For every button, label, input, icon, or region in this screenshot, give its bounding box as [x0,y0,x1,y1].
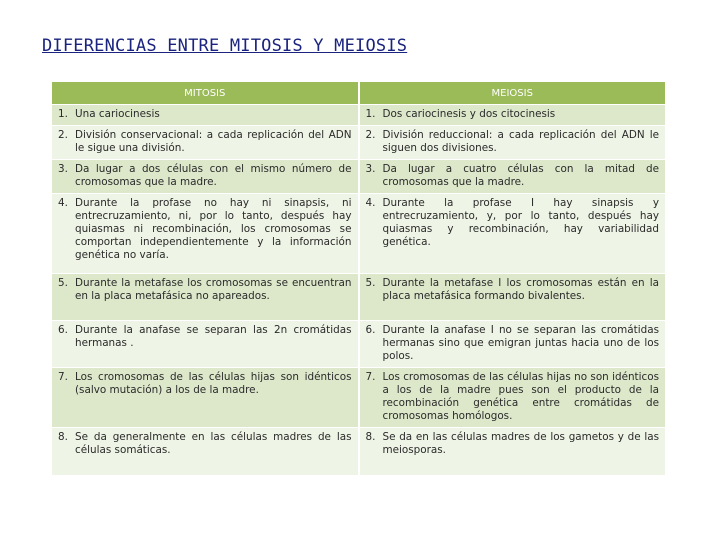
mitosis-cell [52,194,359,274]
table-row [52,368,665,428]
header-mitosis: MITOSIS [52,82,359,105]
list-item [366,163,660,189]
item-number: 7. [365,371,376,383]
item-number: 7. [58,371,68,383]
mitosis-cell [52,126,359,160]
item-text: Durante la metafase I los cromosomas están en la placa metafásica formando bivalentes. [382,277,659,302]
item-text: Se da en las células madres de los gametos y de las meiosporas. [382,431,659,456]
item-text: Durante la profase no hay ni sinapsis, ni entrecruzamiento, ni, por lo tanto, después hay quiasmas ni recombinación, los cromosomas se comportan independientemente y la información genética no varía. [75,197,352,261]
item-text: Los cromosomas de las células hijas no son idénticos a los de la madre pues son el producto de la recombinación genética entre cromátidas de cromosomas homólogos. [382,371,659,422]
item-text: Durante la anafase I no se separan las cromátidas hermanas sino que emigran juntas hacia uno de los polos. [382,324,659,362]
mitosis-cell [52,321,359,368]
item-number: 5. [365,277,376,289]
item-number: 6. [58,324,68,336]
mitosis-cell [52,274,359,321]
table-body [52,105,665,475]
item-text: Da lugar a cuatro células con la mitad de cromosomas que la madre. [382,163,659,188]
item-text: Durante la metafase los cromosomas se encuentran en la placa metafásica no apareados. [75,277,352,302]
item-number: 3. [58,163,68,175]
item-number: 3. [365,163,376,175]
page-title: DIFERENCIAS ENTRE MITOSIS Y MEIOSIS [42,36,408,56]
item-text: Da lugar a dos células con el mismo número de cromosomas que la madre. [75,163,352,188]
list-item [366,324,660,363]
item-number: 4. [58,197,68,209]
item-number: 2. [58,129,68,141]
list-item [366,197,660,249]
comparison-table [52,82,665,475]
list-item [58,163,352,189]
meiosis-cell [359,160,666,194]
header-meiosis: MEIOSIS [359,82,666,105]
list-item [366,431,660,457]
mitosis-cell [52,368,359,428]
meiosis-cell [359,105,666,126]
item-text: División reduccional: a cada replicación del ADN le siguen dos divisiones. [382,129,659,154]
table-row [52,126,665,160]
list-item [58,277,352,303]
mitosis-cell [52,105,359,126]
table-row [52,105,665,126]
list-item [58,324,352,350]
list-item [366,277,660,303]
meiosis-cell [359,428,666,475]
meiosis-cell [359,194,666,274]
list-item [58,108,352,121]
item-number: 8. [365,431,376,443]
item-text: Los cromosomas de las células hijas son idénticos (salvo mutación) a los de la madre. [75,371,352,396]
item-text: Durante la profase I hay sinapsis y entrecruzamiento, y, por lo tanto, después hay quiasmas y recombinación, hay variabilidad genética. [382,197,659,248]
item-number: 4. [365,197,376,209]
table-header-row [52,82,665,105]
item-text: Dos cariocinesis y dos citocinesis [382,108,556,120]
table-row [52,428,665,475]
item-text: División conservacional: a cada replicación del ADN le sigue una división. [75,129,352,154]
table-row [52,321,665,368]
mitosis-cell [52,428,359,475]
list-item [366,108,660,121]
item-number: 1. [58,108,68,120]
item-number: 5. [58,277,68,289]
item-text: Durante la anafase se separan las 2n cromátidas hermanas . [75,324,352,349]
meiosis-cell [359,321,666,368]
table-row [52,160,665,194]
table-row [52,274,665,321]
list-item [366,129,660,155]
meiosis-cell [359,274,666,321]
item-text: Se da generalmente en las células madres de las células somáticas. [75,431,352,456]
list-item [366,371,660,423]
mitosis-cell [52,160,359,194]
meiosis-cell [359,368,666,428]
list-item [58,431,352,457]
list-item [58,129,352,155]
item-number: 8. [58,431,68,443]
meiosis-cell [359,126,666,160]
list-item [58,197,352,262]
list-item [58,371,352,397]
item-number: 6. [365,324,376,336]
item-number: 2. [365,129,376,141]
item-text: Una cariocinesis [75,108,160,120]
item-number: 1. [365,108,376,120]
table-row [52,194,665,274]
